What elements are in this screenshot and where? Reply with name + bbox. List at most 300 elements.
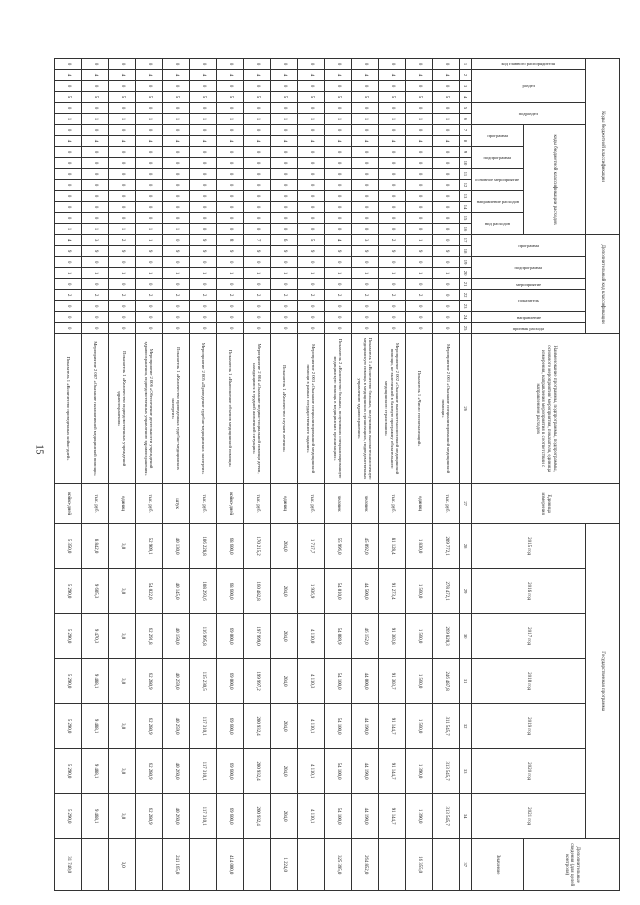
code-cell: 0 (163, 125, 190, 136)
code-cell: 4 (298, 70, 325, 81)
code-cell: 0 (136, 103, 163, 114)
code-cell: 0 (433, 202, 460, 213)
code-cell: 0 (82, 279, 109, 290)
code-cell: 0 (271, 257, 298, 268)
column-index-cell: 22 (460, 290, 472, 301)
col-subprogram-header (472, 147, 524, 169)
code-cell: 0 (406, 301, 433, 312)
row-name-cell: Показатель 1 «Количество случаев лечения» (271, 334, 298, 484)
code-cell: 0 (190, 323, 217, 334)
code-cell: 0 (352, 323, 379, 334)
extra-value-cell (82, 839, 109, 891)
code-cell: 0 (82, 323, 109, 334)
value-cell: 44 500,0 (352, 569, 379, 614)
code-cell: 0 (352, 257, 379, 268)
code-cell: 0 (433, 158, 460, 169)
value-cell: 5 290,0 (55, 659, 82, 704)
code-cell: 0 (163, 235, 190, 246)
column-index-cell: 5 (460, 103, 472, 114)
code-cell: 4 (352, 70, 379, 81)
code-cell: 4 (190, 136, 217, 147)
code-cell: 0 (352, 213, 379, 224)
code-cell: 0 (109, 301, 136, 312)
row-unit-cell: тыс. руб. (298, 484, 325, 524)
row-name-cell: Показатель 1 «Число госпитализаций» (406, 334, 433, 484)
extra-value-cell: 264 852,0 (352, 839, 379, 891)
column-index-cell: 19 (460, 257, 472, 268)
code-cell: 0 (325, 279, 352, 290)
code-cell: 1 (55, 224, 82, 235)
code-cell: 1 (163, 268, 190, 279)
value-cell: 115 230,5 (190, 659, 217, 704)
code-cell: 0 (244, 323, 271, 334)
value-cell: 69 600,0 (217, 749, 244, 794)
value-cell: 52 909,1 (136, 524, 163, 569)
col-program-header (472, 125, 524, 147)
value-cell: 246 487,8 (433, 659, 460, 704)
code-cell: 2 (190, 290, 217, 301)
value-cell: 117 310,1 (190, 704, 217, 749)
code-cell: 5 (109, 92, 136, 103)
code-cell: 1 (109, 224, 136, 235)
code-cell: 0 (136, 125, 163, 136)
code-cell: 4 (379, 70, 406, 81)
extra-value-cell: 3,0 (109, 839, 136, 891)
code-cell: 1 (352, 114, 379, 125)
column-index-cell: 13 (460, 191, 472, 202)
code-cell: 0 (433, 59, 460, 70)
code-cell: 0 (298, 169, 325, 180)
code-cell: 4 (433, 70, 460, 81)
code-cell: 0 (82, 257, 109, 268)
col-chapter-header (472, 59, 586, 70)
value-cell: 1 560,0 (406, 569, 433, 614)
code-cell: 1 (298, 114, 325, 125)
program-table (54, 58, 620, 891)
code-cell: 0 (109, 191, 136, 202)
code-cell: 0 (325, 213, 352, 224)
table-row (325, 59, 352, 891)
code-cell: 0 (271, 81, 298, 92)
value-cell: 69 000,0 (217, 614, 244, 659)
value-cell: 62 280,9 (136, 749, 163, 794)
column-index-cell: 28 (460, 524, 472, 569)
code-cell: 0 (352, 202, 379, 213)
col-program-header-label: программа (487, 132, 508, 138)
column-index-cell: 34 (460, 794, 472, 839)
column-index-cell: 1 (460, 59, 472, 70)
value-cell: 44 190,0 (352, 704, 379, 749)
column-index-cell: 3 (460, 81, 472, 92)
value-cell: 4 110,1 (298, 749, 325, 794)
code-cell: 0 (55, 323, 82, 334)
code-cell: 0 (298, 125, 325, 136)
value-cell: 44 190,0 (352, 749, 379, 794)
code-cell: 1 (433, 114, 460, 125)
extra-value-cell (190, 839, 217, 891)
code-cell: 0 (352, 81, 379, 92)
code-cell: 0 (55, 125, 82, 136)
code-cell: 1 (190, 114, 217, 125)
code-cell: 4 (379, 136, 406, 147)
code-cell: 0 (244, 257, 271, 268)
code-cell: 0 (82, 147, 109, 158)
value-cell: 62 280,9 (136, 659, 163, 704)
code-cell: 1 (55, 268, 82, 279)
value-cell: 91 303,7 (379, 659, 406, 704)
code-cell: 0 (55, 158, 82, 169)
code-cell: 1 (163, 224, 190, 235)
subgroup-econ-header: коды бюджетной классификации расходов (524, 125, 586, 235)
code-cell: 0 (217, 103, 244, 114)
row-unit-cell: единиц (109, 484, 136, 524)
table-row (217, 59, 244, 891)
value-cell: 5 290,0 (55, 704, 82, 749)
row-name-cell: Мероприятие 2 002 «Оказание высокотехнологичной медицинской помощи, не включенной в базовую программу обязательного медицинского страхования» (379, 334, 406, 484)
code-cell: 1 (82, 268, 109, 279)
code-cell: 0 (298, 81, 325, 92)
value-cell: 54 010,0 (325, 569, 352, 614)
code-cell: 0 (433, 323, 460, 334)
code-cell: 5 (217, 92, 244, 103)
code-cell: 0 (379, 323, 406, 334)
code-cell: 0 (298, 191, 325, 202)
code-cell: 4 (55, 136, 82, 147)
code-cell: 0 (109, 59, 136, 70)
column-index-cell: 27 (460, 484, 472, 524)
code-cell: 1 (136, 114, 163, 125)
value-cell: 69 600,0 (217, 794, 244, 839)
code-cell: 2 (109, 235, 136, 246)
column-index-cell: 23 (460, 301, 472, 312)
table-row (82, 59, 109, 891)
code-cell: 0 (82, 312, 109, 323)
code-cell: 0 (271, 125, 298, 136)
value-cell: 62 291,8 (136, 614, 163, 659)
value-cell: 40 260,0 (163, 749, 190, 794)
code-cell: 0 (325, 169, 352, 180)
code-cell: 0 (82, 191, 109, 202)
value-cell: 3,0 (109, 704, 136, 749)
code-cell: 0 (406, 147, 433, 158)
code-cell: 0 (217, 147, 244, 158)
code-cell: 1 (55, 114, 82, 125)
code-cell: 0 (82, 301, 109, 312)
code-cell: 0 (136, 312, 163, 323)
year-header-3: 2017 год (472, 614, 586, 659)
col-add-c-header (472, 279, 586, 290)
code-cell: 0 (298, 103, 325, 114)
col-add-e-header (472, 312, 586, 323)
code-cell: 0 (379, 59, 406, 70)
value-cell: 91 144,7 (379, 749, 406, 794)
row-name-cell: Мероприятие 2 004 «Оказание медико-социальной помощи детям, находящимся в трудной жизненной ситуации» (244, 334, 271, 484)
code-cell: 0 (271, 224, 298, 235)
extra-value-cell (136, 839, 163, 891)
code-cell: 4 (406, 136, 433, 147)
code-cell: 0 (298, 301, 325, 312)
code-cell: 0 (379, 191, 406, 202)
value-cell: 46 152,0 (352, 614, 379, 659)
column-index-cell: 8 (460, 136, 472, 147)
code-cell: 5 (352, 92, 379, 103)
value-cell: 1 560,0 (406, 659, 433, 704)
code-cell: 0 (82, 103, 109, 114)
code-cell: 0 (244, 147, 271, 158)
value-cell: 204,0 (271, 794, 298, 839)
code-cell: 0 (433, 103, 460, 114)
extra-value-cell: 325 395,0 (325, 839, 352, 891)
code-cell: 0 (433, 180, 460, 191)
code-cell: 2 (163, 290, 190, 301)
code-cell: 0 (217, 323, 244, 334)
code-cell: 4 (325, 70, 352, 81)
code-cell: 1 (406, 268, 433, 279)
code-cell: 0 (244, 169, 271, 180)
code-cell: 0 (163, 81, 190, 92)
code-cell: 2 (298, 290, 325, 301)
value-cell: 1 717,7 (298, 524, 325, 569)
code-cell: 0 (136, 81, 163, 92)
column-index-cell: 2 (460, 70, 472, 81)
code-cell: 4 (325, 136, 352, 147)
row-name-cell: Показатель 2 «Количество больных, получивших специализированную медицинскую помощь в медицинских организациях» (325, 334, 352, 484)
value-cell: 40 259,0 (163, 659, 190, 704)
code-cell: 4 (163, 70, 190, 81)
code-cell: 5 (163, 92, 190, 103)
code-cell: 4 (433, 136, 460, 147)
code-cell: 0 (244, 191, 271, 202)
code-cell: 0 (352, 191, 379, 202)
code-cell: 0 (217, 158, 244, 169)
code-cell: 4 (136, 136, 163, 147)
code-cell: 0 (325, 125, 352, 136)
code-cell: 1 (109, 114, 136, 125)
page-number: 15 (33, 444, 45, 455)
value-cell: 117 310,1 (190, 794, 217, 839)
code-cell: 1 (406, 114, 433, 125)
value-cell: 1 936,9 (298, 569, 325, 614)
value-cell: 62 280,9 (136, 704, 163, 749)
code-cell: 0 (325, 202, 352, 213)
code-cell: 5 (325, 92, 352, 103)
value-cell: 54 100,0 (325, 749, 352, 794)
row-unit-cell: человек (325, 484, 352, 524)
year-header-6: 2020 год (472, 749, 586, 794)
value-cell: 69 000,0 (217, 659, 244, 704)
code-cell: 2 (379, 235, 406, 246)
code-cell: 4 (109, 136, 136, 147)
code-cell: 0 (109, 323, 136, 334)
code-cell: 0 (271, 202, 298, 213)
value-cell: 3,0 (109, 794, 136, 839)
col-add-f-header (472, 323, 586, 334)
row-unit-cell: койко-дней (55, 484, 82, 524)
code-cell: 0 (352, 312, 379, 323)
table-row (433, 59, 460, 891)
value-cell: 9 488,1 (82, 659, 109, 704)
code-cell: 0 (325, 158, 352, 169)
code-cell: 0 (379, 312, 406, 323)
column-index-cell: 17 (460, 235, 472, 246)
code-cell: 2 (136, 290, 163, 301)
col-subsection-header-label: подраздел (518, 110, 539, 116)
value-cell: 1 560,0 (406, 704, 433, 749)
code-cell: 0 (298, 323, 325, 334)
column-index-cell: 4 (460, 92, 472, 103)
code-cell: 9 (163, 246, 190, 257)
table-row (244, 59, 271, 891)
value-cell: 313 545,7 (433, 749, 460, 794)
code-cell: 0 (82, 59, 109, 70)
value-cell: 204,0 (271, 614, 298, 659)
value-cell: 3,0 (109, 749, 136, 794)
table-row (379, 59, 406, 891)
code-cell: 5 (244, 92, 271, 103)
value-cell: 269 820,3 (433, 614, 460, 659)
value-cell: 40 150,0 (163, 614, 190, 659)
code-cell: 0 (217, 180, 244, 191)
code-cell: 5 (379, 92, 406, 103)
code-cell: 1 (82, 224, 109, 235)
row-unit-cell: койко-дней (217, 484, 244, 524)
code-cell: 0 (136, 301, 163, 312)
table-row (109, 59, 136, 891)
value-cell: 160 482,8 (244, 569, 271, 614)
code-cell: 0 (163, 323, 190, 334)
code-cell: 0 (190, 257, 217, 268)
value-cell: 40 259,0 (163, 704, 190, 749)
code-cell: 0 (190, 125, 217, 136)
code-cell: 0 (271, 279, 298, 290)
value-cell: 5 290,0 (55, 614, 82, 659)
code-cell: 4 (271, 136, 298, 147)
code-cell: 0 (352, 180, 379, 191)
code-cell: 3 (82, 235, 109, 246)
code-cell: 4 (244, 136, 271, 147)
value-cell: 200 932,4 (244, 704, 271, 749)
code-cell: 0 (406, 59, 433, 70)
code-cell: 0 (325, 59, 352, 70)
unit-header: Единица измерения (472, 484, 620, 524)
group-budget-header: Коды бюджетной классификации (586, 59, 620, 235)
code-cell: 0 (325, 191, 352, 202)
code-cell: 0 (55, 59, 82, 70)
value-cell: 91 144,7 (379, 794, 406, 839)
code-cell: 2 (82, 290, 109, 301)
code-cell: 0 (190, 213, 217, 224)
code-cell: 4 (109, 70, 136, 81)
code-cell: 5 (433, 92, 460, 103)
row-name-cell: Показатель 1 «Количество проведенных койко-дней» (55, 334, 82, 484)
row-unit-cell: штук (163, 484, 190, 524)
code-cell: 0 (271, 158, 298, 169)
code-cell: 9 (271, 246, 298, 257)
code-cell: 1 (271, 114, 298, 125)
col-direction-header (472, 191, 524, 213)
code-cell: 2 (325, 290, 352, 301)
code-cell: 0 (163, 312, 190, 323)
code-cell: 0 (109, 213, 136, 224)
code-cell: 4 (325, 235, 352, 246)
code-cell: 0 (433, 290, 460, 301)
code-cell: 0 (82, 125, 109, 136)
value-cell: 209 772,1 (433, 524, 460, 569)
code-cell: 0 (433, 213, 460, 224)
code-cell: 1 (109, 268, 136, 279)
code-cell: 0 (190, 81, 217, 92)
col-expense-type-header-label: вид расходов (485, 220, 510, 226)
code-cell: 0 (55, 279, 82, 290)
value-cell: 204,0 (271, 749, 298, 794)
code-cell: 0 (163, 301, 190, 312)
code-cell: 0 (244, 312, 271, 323)
year-header-2: 2016 год (472, 569, 586, 614)
value-cell: 278 472,1 (433, 569, 460, 614)
code-cell: 0 (325, 257, 352, 268)
code-cell: 1 (379, 268, 406, 279)
row-unit-cell: тыс. руб. (244, 484, 271, 524)
code-cell: 9 (244, 246, 271, 257)
value-cell: 54 022,0 (136, 569, 163, 614)
code-cell: 4 (406, 70, 433, 81)
code-cell: 0 (190, 180, 217, 191)
col-add-c-header-label: мероприятие (516, 281, 541, 287)
table-body (55, 59, 460, 891)
column-index-cell: 10 (460, 158, 472, 169)
code-cell: 0 (379, 169, 406, 180)
value-cell: 91 144,7 (379, 704, 406, 749)
code-cell: 0 (244, 81, 271, 92)
code-cell: 0 (379, 158, 406, 169)
extra-value-cell: 16 355,0 (406, 839, 433, 891)
value-cell: 81 128,4 (379, 524, 406, 569)
value-cell: 4 110,3 (298, 659, 325, 704)
code-cell: 0 (163, 169, 190, 180)
code-cell: 0 (433, 81, 460, 92)
code-cell: 0 (136, 323, 163, 334)
code-cell: 0 (406, 191, 433, 202)
code-cell: 0 (433, 169, 460, 180)
code-cell: 2 (217, 290, 244, 301)
code-cell: 1 (190, 268, 217, 279)
code-cell: 0 (55, 103, 82, 114)
column-index-cell: 20 (460, 268, 472, 279)
code-cell: 0 (136, 191, 163, 202)
code-cell: 9 (406, 246, 433, 257)
col-subprogram-header-label: подпрограмма (483, 154, 512, 160)
code-cell: 2 (55, 290, 82, 301)
value-cell: 170 215,2 (244, 524, 271, 569)
code-cell: 0 (379, 125, 406, 136)
code-cell: 0 (244, 213, 271, 224)
value-cell: 91 303,8 (379, 614, 406, 659)
row-unit-cell: тыс. руб. (433, 484, 460, 524)
code-cell: 9 (352, 246, 379, 257)
code-cell: 5 (190, 92, 217, 103)
col-expense-type-header (472, 213, 524, 235)
code-cell: 0 (217, 125, 244, 136)
header-row-1 (586, 59, 620, 891)
code-cell: 0 (298, 312, 325, 323)
value-cell: 9 488,1 (82, 704, 109, 749)
row-name-cell: Мероприятие 2 005 «Проведение судебно-медицинских экспертиз» (190, 334, 217, 484)
code-cell: 0 (379, 81, 406, 92)
code-cell: 0 (379, 301, 406, 312)
code-cell: 0 (190, 202, 217, 213)
value-cell: 55 996,0 (325, 524, 352, 569)
row-name-cell: Мероприятие 2 006 «Обеспечение деятельности учреждений здравоохранения, подведомственных управлению здравоохранения» (136, 334, 163, 484)
